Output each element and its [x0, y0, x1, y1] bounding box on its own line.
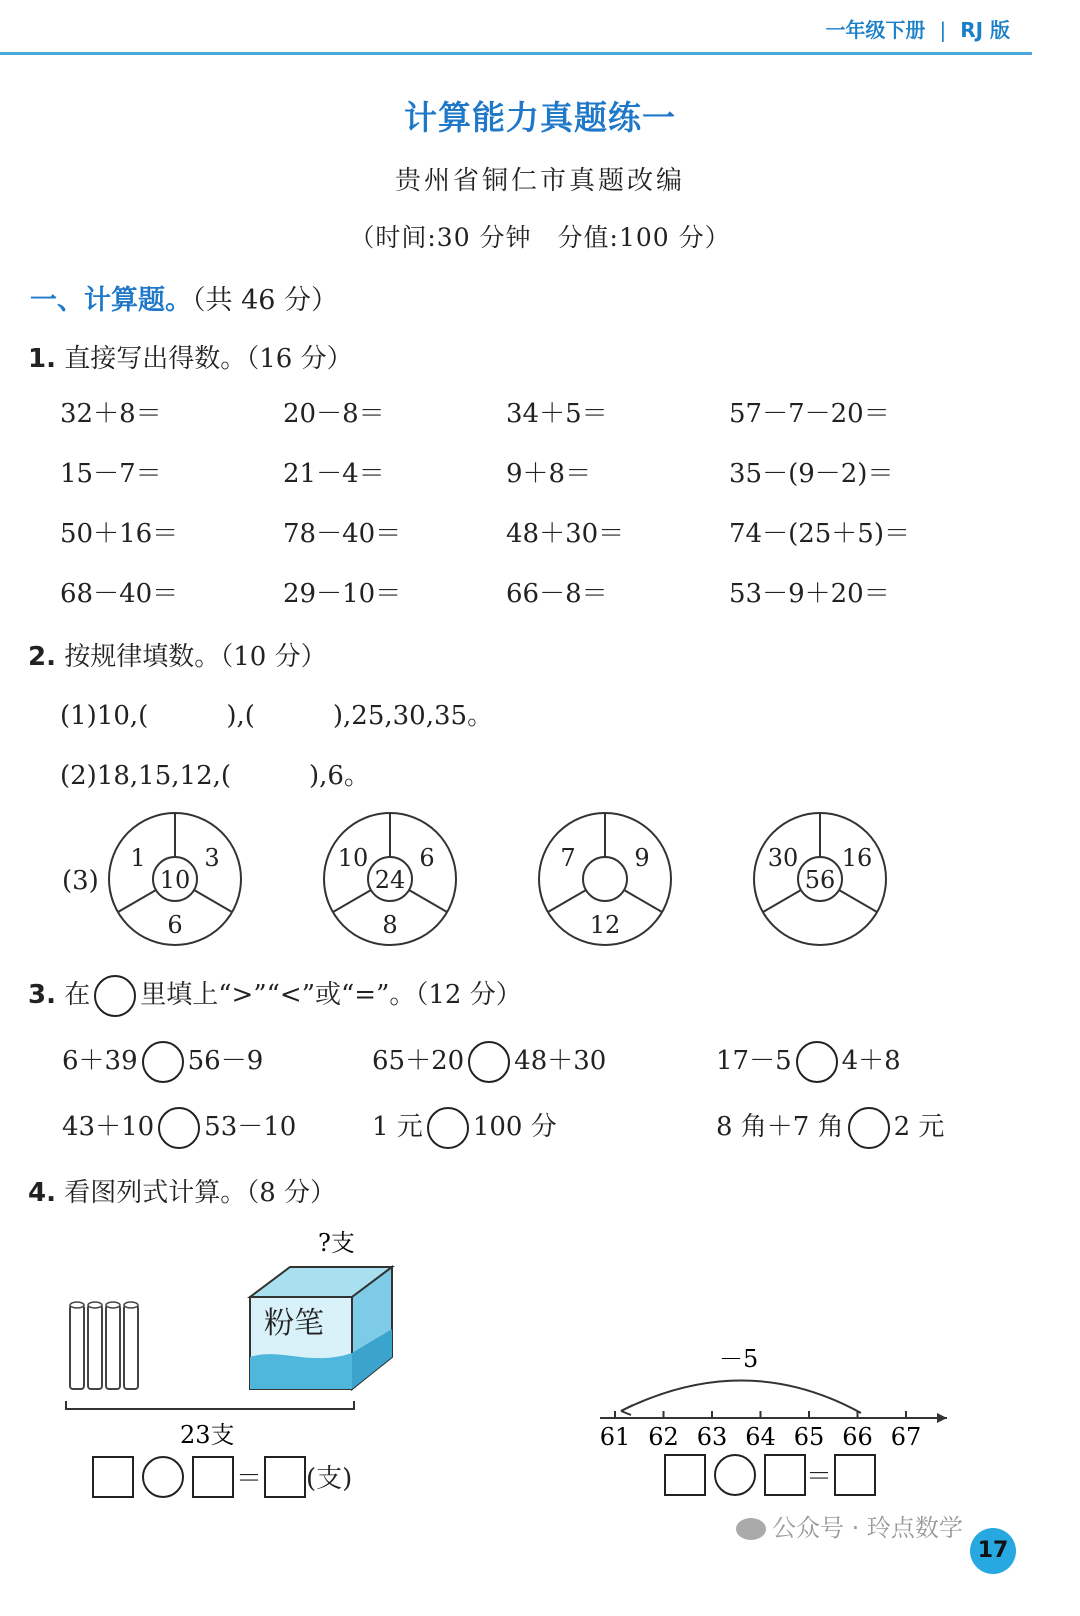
grade-label: 一年级下册 [825, 18, 926, 42]
comparison-right: 4＋8 [841, 1046, 901, 1076]
compare-circle-icon [94, 975, 136, 1017]
question-number: 2. [28, 642, 56, 672]
chalk-sticks-icon [70, 1302, 138, 1389]
comparison-item [716, 1106, 944, 1149]
tick-label: 61 [599, 1423, 631, 1451]
comparison-left: 43＋10 [62, 1112, 155, 1142]
calc-item: 66－8＝ [506, 579, 608, 609]
question-4-heading [28, 1172, 336, 1209]
wechat-icon [736, 1518, 766, 1540]
calc-item: 57－7－20＝ [729, 399, 890, 429]
wheel-bottom-number: 6 [167, 911, 183, 939]
wheel-left-number: 1 [130, 844, 146, 872]
pattern-line-1: (1)10,( ),( ),25,30,35。 [60, 701, 494, 731]
answer-box[interactable] [664, 1454, 706, 1496]
wheel-center-number: 24 [374, 866, 406, 894]
comparison-item [372, 1040, 606, 1083]
calc-item: 29－10＝ [283, 579, 402, 609]
calc-item: 34＋5＝ [506, 399, 608, 429]
book-header [825, 14, 1010, 43]
answer-box[interactable] [764, 1454, 806, 1496]
pattern-label-3: (3) [62, 866, 99, 896]
wheel-divider [333, 890, 371, 912]
wheel-left-number: 30 [767, 844, 799, 872]
page-title: 计算能力真题练一 [404, 98, 676, 137]
number-wheel [100, 804, 250, 954]
tick-label: 63 [696, 1423, 728, 1451]
answer-box[interactable] [92, 1456, 134, 1498]
box-question-label: ?支 [318, 1229, 355, 1257]
section-points: （共 46 分） [192, 285, 339, 316]
wheel-divider [118, 890, 156, 912]
number-wheel [315, 804, 465, 954]
comparison-left: 6＋39 [62, 1046, 138, 1076]
number-line [595, 1335, 965, 1460]
tick-label: 62 [648, 1423, 679, 1451]
equals-sign: ＝ [806, 1462, 833, 1492]
question-text: 直接写出得数。（16 分） [64, 344, 353, 374]
wheel-left-number: 7 [560, 844, 576, 872]
jump-arc [621, 1380, 861, 1413]
header-rule [0, 52, 1032, 55]
pattern-line-2: (2)18,15,12,( ),6。 [60, 761, 370, 791]
wheel-center-number: 10 [159, 866, 191, 894]
calc-item: 78－40＝ [283, 519, 402, 549]
wheel-divider [409, 890, 447, 912]
comparison-item [372, 1106, 557, 1149]
comparison-right: 48＋30 [514, 1046, 607, 1076]
total-label: 23支 [180, 1421, 235, 1449]
wheel-divider [624, 890, 662, 912]
tick-label: 65 [793, 1423, 825, 1451]
tick-label: 64 [745, 1423, 776, 1451]
question-text: 看图列式计算。（8 分） [64, 1178, 337, 1208]
question-text: 按规律填数。（10 分） [64, 642, 327, 672]
watermark [736, 1508, 963, 1543]
unit-label: (支) [306, 1464, 353, 1494]
question-1-heading [28, 338, 353, 375]
question-2-heading [28, 636, 327, 673]
section-title: 一、计算题。 [30, 285, 192, 316]
comparison-circle[interactable] [848, 1107, 890, 1149]
number-wheel [745, 804, 895, 954]
time-score-info: （时间:30 分钟 分值:100 分） [349, 223, 731, 252]
calc-item: 50＋16＝ [60, 519, 179, 549]
wheel-bottom-number: 8 [382, 911, 398, 939]
comparison-item [62, 1040, 263, 1083]
page-subtitle: 贵州省铜仁市真题改编 [394, 166, 685, 196]
wheel-left-number: 10 [337, 844, 369, 872]
comparison-circle[interactable] [142, 1041, 184, 1083]
operator-circle[interactable] [714, 1454, 756, 1496]
wheel-divider [194, 890, 232, 912]
tick-label: 67 [890, 1423, 922, 1451]
comparison-right: 56－9 [187, 1046, 264, 1076]
equals-sign: ＝ [236, 1464, 263, 1494]
comparison-right: 53－10 [204, 1112, 297, 1142]
tick-label: 66 [842, 1423, 873, 1451]
wheel-right-number: 16 [841, 844, 873, 872]
question-3-heading [28, 974, 522, 1017]
comparison-item [716, 1040, 901, 1083]
calc-item: 15－7＝ [60, 459, 162, 489]
answer-box[interactable] [264, 1456, 306, 1498]
wheel-divider [839, 890, 877, 912]
comparison-left: 8 角＋7 角 [716, 1112, 844, 1142]
wheel-bottom-number: 12 [589, 911, 621, 939]
calc-item: 21－4＝ [283, 459, 385, 489]
question-text-post: 里填上“>”“<”或“=”。（12 分） [140, 980, 522, 1010]
wheel-divider [548, 890, 586, 912]
watermark-text: 公众号 · 玲点数学 [772, 1514, 963, 1542]
wheel-center-number: 56 [804, 866, 836, 894]
comparison-right: 100 分 [472, 1112, 557, 1142]
comparison-item [62, 1106, 296, 1149]
comparison-left: 65＋20 [372, 1046, 465, 1076]
wheel-right-number: 6 [419, 844, 435, 872]
wheel-right-number: 3 [204, 844, 220, 872]
calc-item: 20－8＝ [283, 399, 385, 429]
comparison-right: 2 元 [893, 1112, 945, 1142]
comparison-circle[interactable] [468, 1041, 510, 1083]
number-wheel [530, 804, 680, 954]
answer-box[interactable] [192, 1456, 234, 1498]
calc-item: 48＋30＝ [506, 519, 625, 549]
calc-item: 74－(25＋5)＝ [729, 519, 910, 549]
calc-item: 35－(9－2)＝ [729, 459, 894, 489]
calc-item: 53－9＋20＝ [729, 579, 890, 609]
calc-item: 68－40＝ [60, 579, 179, 609]
comparison-left: 1 元 [372, 1112, 423, 1142]
calc-item: 32＋8＝ [60, 399, 162, 429]
axis-arrow-icon [937, 1413, 947, 1423]
arrow-head-icon [621, 1405, 633, 1415]
operator-circle[interactable] [142, 1456, 184, 1498]
comparison-circle[interactable] [427, 1107, 469, 1149]
wheel-right-number: 9 [634, 844, 650, 872]
section-heading [30, 278, 338, 317]
edition-label: RJ 版 [960, 18, 1010, 42]
question-number: 3. [28, 980, 56, 1010]
question-number: 4. [28, 1178, 56, 1208]
header-separator: | [939, 18, 947, 42]
calc-item: 9＋8＝ [506, 459, 592, 489]
box-label: 粉笔 [264, 1306, 324, 1341]
chalk-box-icon [250, 1267, 392, 1389]
jump-label: －5 [719, 1345, 759, 1373]
wheel-center-circle [583, 857, 627, 901]
comparison-circle[interactable] [158, 1107, 200, 1149]
comparison-circle[interactable] [796, 1041, 838, 1083]
wheel-divider [763, 890, 801, 912]
page-number: 17 [970, 1528, 1016, 1574]
total-brace [66, 1401, 354, 1409]
question-number: 1. [28, 344, 56, 374]
answer-box[interactable] [834, 1454, 876, 1496]
comparison-left: 17－5 [716, 1046, 792, 1076]
question-text-pre: 在 [64, 980, 91, 1010]
